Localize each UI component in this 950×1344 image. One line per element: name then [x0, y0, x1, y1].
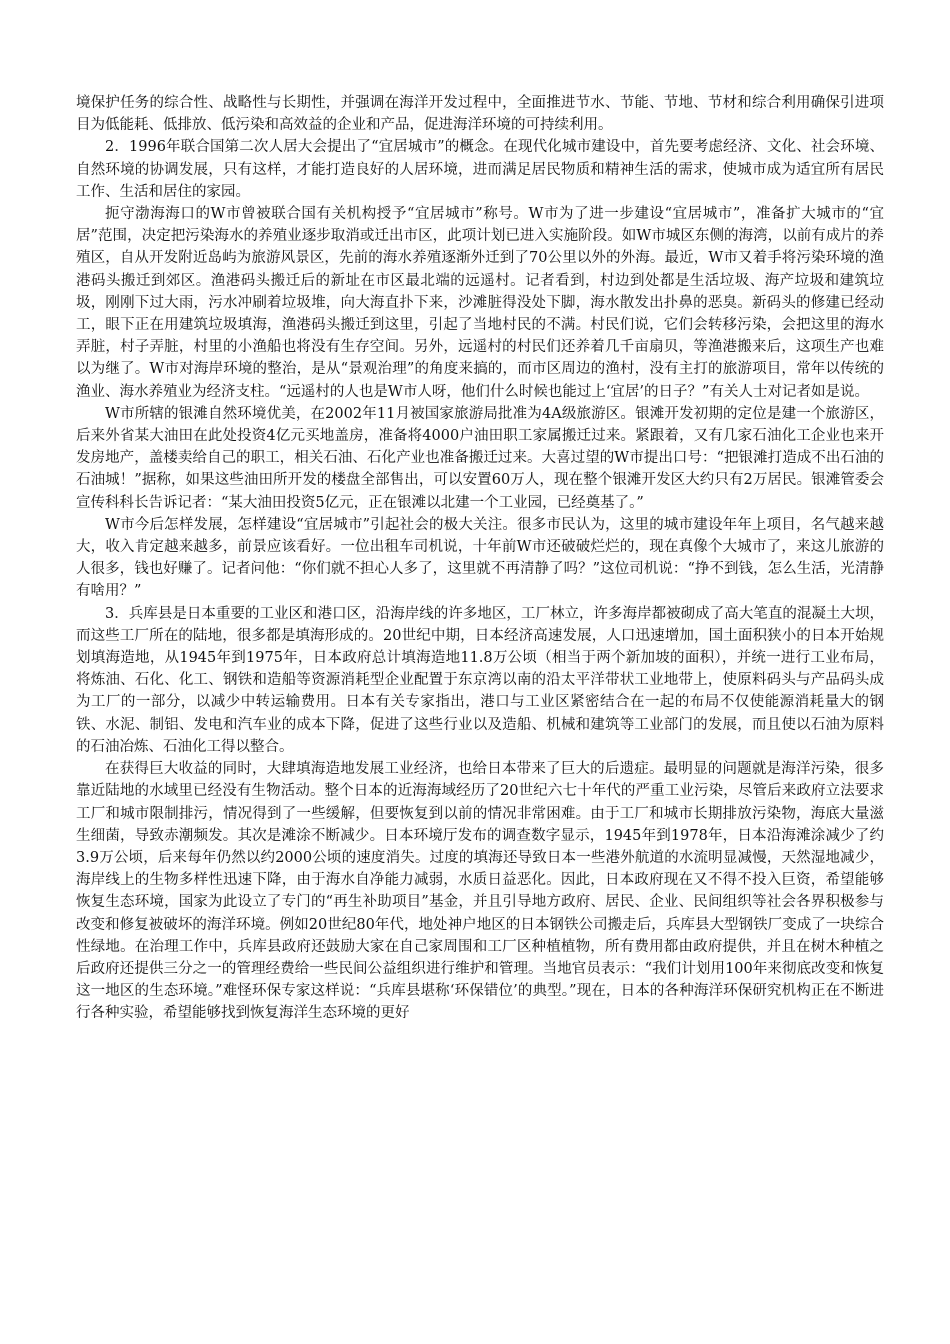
document-page [76, 92, 884, 1025]
paragraph-5: W市今后怎样发展，怎样建设“宜居城市”引起社会的极大关注。很多市民认为，这里的城市建设年年上项目，名气越来越大，收入肯定越来越多，前景应该看好。一位出租车司机说，十年前W市还破破烂烂的，现在真像个大城市了，来这儿旅游的人很多，钱也好赚了。记者问他：“你们就不担心人多了，这里就不再清静了吗？”这位司机说：“挣不到钱，怎么生活，光清静有啥用？” [76, 516, 884, 600]
paragraph-1: 境保护任务的综合性、战略性与长期性，并强调在海洋开发过程中，全面推进节水、节能、节地、节材和综合利用确保引进项目为低能耗、低排放、低污染和高效益的企业和产品，促进海洋环境的可持续利用。 [76, 95, 884, 134]
paragraph-7: 在获得巨大收益的同时，大肆填海造地发展工业经济，也给日本带来了巨大的后遗症。最明显的问题就是海洋污染，很多靠近陆地的水域里已经没有生物活动。整个日本的近海海域经历了20世纪六七十年代的严重工业污染，尽管后来政府立法要求工厂和城市限制排污，情况得到了一些缓解，但要恢复到以前的情况非常困难。由于工厂和城市长期排放污染物，海底大量滋生细菌，导致赤潮频发。其次是滩涂不断减少。日本环境厅发布的调查数字显示，1945年到1978年，日本沿海滩涂减少了约3.9万公顷，后来每年仍然以约2000公顷的速度消失。过度的填海还导致日本一些港外航道的水流明显减慢，天然湿地减少，海岸线上的生物多样性迅速下降，由于海水自净能力减弱，水质日益恶化。因此，日本政府现在又不得不投入巨资，希望能够恢复生态环境，国家为此设立了专门的“再生补助项目”基金，并且引导地方政府、居民、企业、民间组织等社会各界积极参与改变和修复被破坏的海洋环境。例如20世纪80年代，地处神户地区的日本钢铁公司搬走后，兵库县大型钢铁厂变成了一块综合性绿地。在治理工作中，兵库县政府还鼓励大家在自己家周围和工厂区种植植物，所有费用都由政府提供，并且在树木种植之后政府还提供三分之一的管理经费给一些民间公益组织进行维护和管理。当地官员表示：“我们计划用100年来彻底改变和恢复这一地区的生态环境。”难怪环保专家这样说：“兵库县堪称‘环保错位’的典型。”现在，日本的各种海洋环保研究机构正在不断进行各种实验，希望能够找到恢复海洋生态环境的更好 [76, 761, 884, 1022]
paragraph-6: 3．兵库县是日本重要的工业区和港口区，沿海岸线的许多地区，工厂林立，许多海岸都被砌成了高大笔直的混凝土大坝，而这些工厂所在的陆地，很多都是填海形成的。20世纪中期，日本经济高速发展，人口迅速增加，国土面积狭小的日本开始规划填海造地，从1945年到1975年，日本政府总计填海造地11.8万公顷（相当于两个新加坡的面积），并统一进行工业布局，将炼油、石化、化工、钢铁和造船等资源消耗型企业配置于东京湾以南的沿太平洋带状工业地带上，使原料码头与产品码头成为工厂的一部分，以减少中转运输费用。日本有关专家指出，港口与工业区紧密结合在一起的布局不仅使能源消耗量大的钢铁、水泥、制铝、发电和汽车业的成本下降，促进了这些行业以及造船、机械和建筑等工业部门的发展，而且使以石油为原料的石油冶炼、石油化工得以整合。 [76, 605, 884, 755]
paragraph-3: 扼守渤海海口的W市曾被联合国有关机构授予“宜居城市”称号。W市为了进一步建设“宜居城市”，准备扩大城市的“宜居”范围，决定把污染海水的养殖业逐步取消或迁出市区，此项计划已进入实施阶段。如W市城区东侧的海湾，以前有成片的养殖区，自从开发附近岛屿为旅游风景区，先前的海水养殖逐渐外迁到了70公里以外的外海。最近，W市又着手将污染环境的渔港码头搬迁到郊区。渔港码头搬迁后的新址在市区最北端的远遥村。记者看到，村边到处都是生活垃圾、海产垃圾和建筑垃圾，刚刚下过大雨，污水冲刷着垃圾堆，向大海直扑下来，沙滩脏得没处下脚，海水散发出扑鼻的恶臭。新码头的修建已经动工，眼下正在用建筑垃圾填海，渔港码头搬迁到这里，引起了当地村民的不满。村民们说，它们会转移污染，会把这里的海水弄脏，村子弄脏，村里的小渔船也将没有生存空间。另外，远遥村的村民们还养着几千亩扇贝，等渔港搬来后，这项生产也难以为继了。W市对海岸环境的整治，是从“景观治理”的角度来搞的，而市区周边的渔村，没有主打的旅游项目，常年以传统的渔业、海水养殖业为经济支柱。“远遥村的人也是W市人呀，他们什么时候也能过上‘宜居’的日子？”有关人士对记者如是说。 [76, 206, 884, 400]
paragraph-2: 2．1996年联合国第二次人居大会提出了“宜居城市”的概念。在现代化城市建设中，首先要考虑经济、文化、社会环境、自然环境的协调发展，只有这样，才能打造良好的人居环境，进而满足居民物质和精神生活的需求，使城市成为适宜所有居民工作、生活和居住的家园。 [76, 139, 884, 200]
paragraph-4: W市所辖的银滩自然环境优美，在2002年11月被国家旅游局批准为4A级旅游区。银滩开发初期的定位是建一个旅游区，后来外省某大油田在此处投资4亿元买地盖房，准备将4000户油田职工家属搬迁过来。紧跟着，又有几家石油化工企业也来开发房地产，盖楼卖给自己的职工，相关石油、石化产业也准备搬迁过来。大喜过望的W市提出口号：“把银滩打造成不出石油的石油城！”据称，如果这些油田所开发的楼盘全部售出，可以安置60万人，现在整个银滩开发区大约只有2万居民。银滩管委会宣传科科长告诉记者：“某大油田投资5亿元，正在银滩以北建一个工业园，已经奠基了。” [76, 405, 884, 511]
